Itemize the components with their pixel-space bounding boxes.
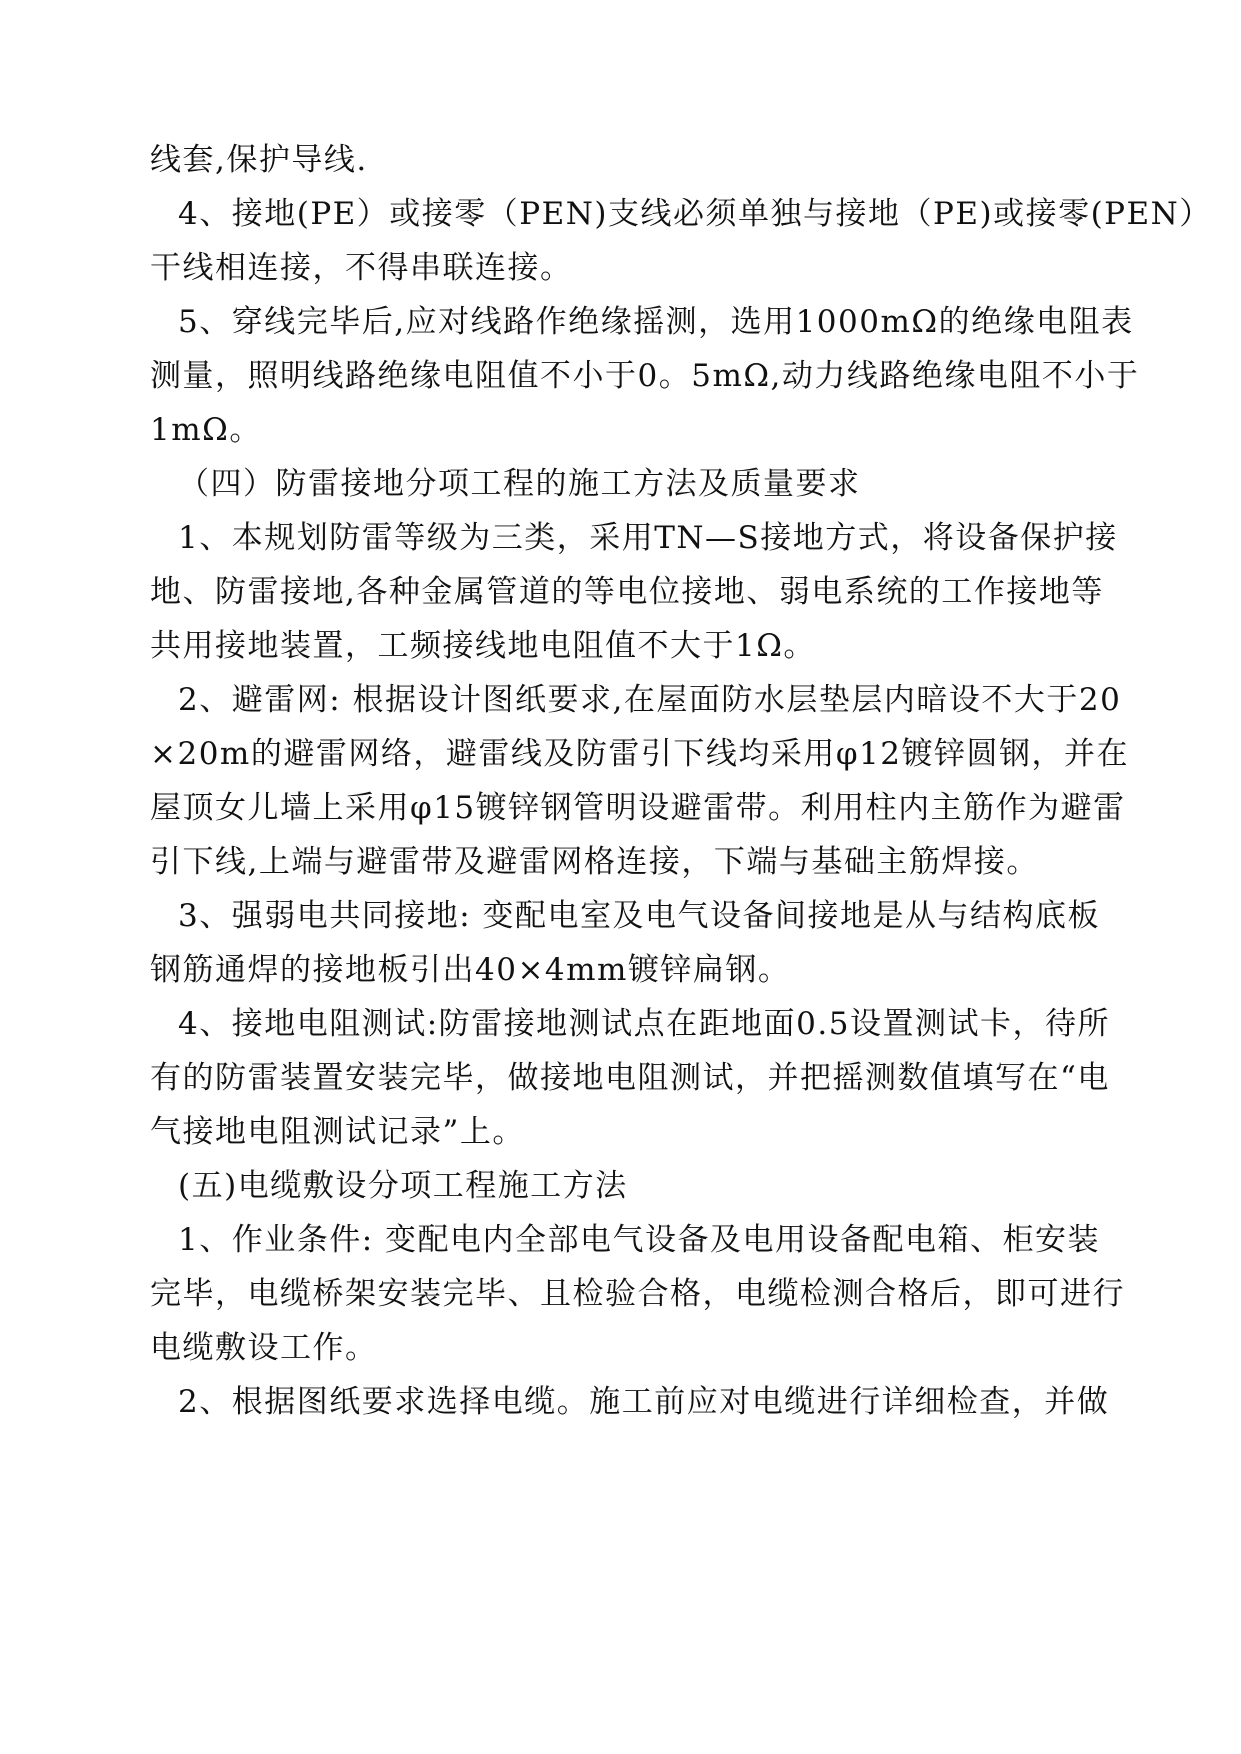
text-line: 4、接地(PE）或接零（PEN)支线必须单独与接地（PE)或接零(PEN） (178, 196, 1212, 232)
text-line: ×20m的避雷网络，避雷线及防雷引下线均采用φ12镀锌圆钢，并在 (150, 736, 1129, 772)
text-line: 3、强弱电共同接地: 变配电室及电气设备间接地是从与结构底板 (178, 898, 1101, 934)
section-heading: (五)电缆敷设分项工程施工方法 (178, 1168, 628, 1204)
text-line: 地、防雷接地,各种金属管道的等电位接地、弱电系统的工作接地等 (150, 574, 1104, 610)
text-line: 屋顶女儿墙上采用φ15镀锌钢管明设避雷带。利用柱内主筋作为避雷 (150, 790, 1126, 826)
text-line: 2、根据图纸要求选择电缆。施工前应对电缆进行详细检查，并做 (178, 1384, 1110, 1420)
text-line: 测量，照明线路绝缘电阻值不小于0。5mΩ,动力线路绝缘电阻不小于 (150, 358, 1140, 394)
text-line: 5、穿线完毕后,应对线路作绝缘摇测，选用1000mΩ的绝缘电阻表 (178, 304, 1134, 340)
text-line: 1mΩ。 (150, 412, 262, 448)
text-line: 气接地电阻测试记录”上。 (150, 1114, 525, 1150)
section-heading: （四）防雷接地分项工程的施工方法及质量要求 (178, 466, 861, 502)
text-line: 1、本规划防雷等级为三类，采用TN—S接地方式，将设备保护接 (178, 520, 1118, 556)
text-line: 4、接地电阻测试:防雷接地测试点在距地面0.5设置测试卡，待所 (178, 1006, 1110, 1042)
text-line: 1、作业条件: 变配电内全部电气设备及电用设备配电箱、柜安装 (178, 1222, 1101, 1258)
text-line: 干线相连接，不得串联连接。 (150, 250, 573, 286)
text-line: 电缆敷设工作。 (150, 1330, 378, 1366)
text-line: 共用接地装置，工频接线地电阻值不大于1Ω。 (150, 628, 816, 664)
text-line: 引下线,上端与避雷带及避雷网格连接，下端与基础主筋焊接。 (150, 844, 1039, 880)
text-line: 2、避雷网: 根据设计图纸要求,在屋面防水层垫层内暗设不大于20 (178, 682, 1122, 718)
text-line: 有的防雷装置安装完毕，做接地电阻测试，并把摇测数值填写在“电 (150, 1060, 1110, 1096)
text-line: 钢筋通焊的接地板引出40×4mm镀锌扁钢。 (150, 952, 791, 988)
text-line: 线套,保护导线. (150, 142, 368, 178)
text-line: 完毕，电缆桥架安装完毕、且检验合格，电缆检测合格后，即可进行 (150, 1276, 1125, 1312)
